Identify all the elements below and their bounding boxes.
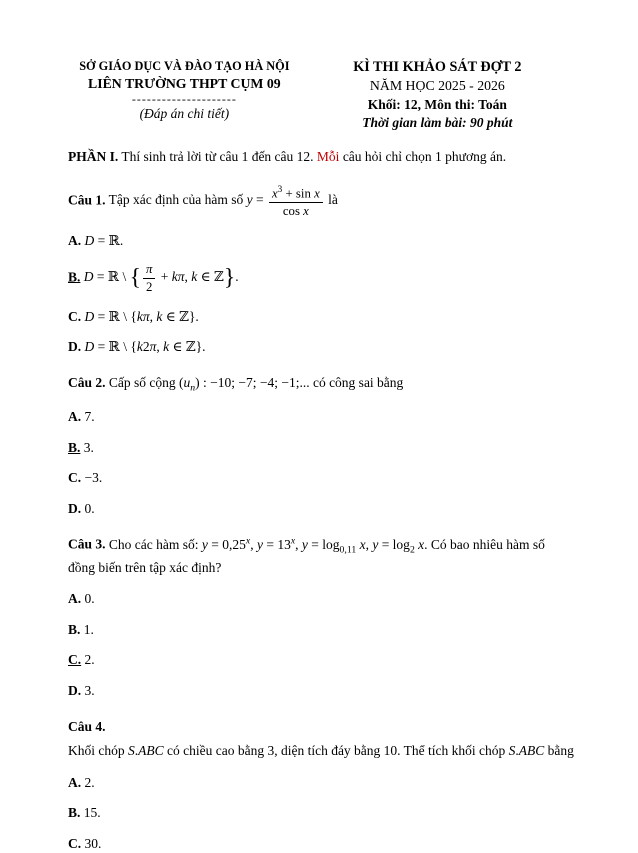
option-label: D. — [68, 339, 82, 355]
option-label: C. — [68, 308, 82, 324]
question-4-number: Câu 4. — [68, 718, 106, 734]
question-1-stem: Tập xác định của hàm số y = $\frac{x^3 + \sin x}{\text{cos x}}$ là — [108, 183, 338, 218]
question-1-option-d — [68, 337, 574, 357]
option-label: B. — [68, 805, 81, 821]
question-4-number-line — [68, 717, 574, 737]
part1-highlight-word: Mỗi — [316, 149, 340, 165]
question-4-stem: Khối chóp S.ABC có chiều cao bằng 3, diện tích đáy bằng 10. Thể tích khối chóp S.ABC bằng — [68, 742, 574, 758]
question-2-option-c — [68, 468, 574, 488]
header-right-column — [301, 58, 574, 132]
school-cluster: LIÊN TRƯỜNG THPT CỤM 09 — [88, 75, 281, 91]
question-2-number: Câu 2. — [68, 374, 106, 390]
question-4-option-c — [68, 834, 574, 853]
question-1-number: Câu 1. — [68, 192, 106, 208]
part1-instructions-after: câu hỏi chỉ chọn 1 phương án. — [339, 149, 507, 165]
question-1 — [68, 183, 574, 357]
option-text: 2. — [84, 774, 95, 790]
option-label: C. — [68, 652, 82, 668]
option-text: 0. — [84, 591, 95, 607]
exam-duration: Thời gian làm bài: 90 phút — [362, 115, 513, 131]
question-3-stem: Cho các hàm số: $y = 0,25^x$, $y = 13^x$, $y = \log_{0,11} x$, $y = \log_2 x$. Có bao nhiêu hàm số đồng biến trên tập xác định? — [68, 535, 545, 576]
option-text: D = ℝ \ {kπ, k ∈ ℤ}. — [84, 308, 199, 324]
option-label: D. — [68, 500, 82, 516]
question-3-option-a — [68, 589, 574, 609]
part1-heading — [68, 147, 574, 167]
option-text: 15. — [83, 805, 101, 821]
option-label: A. — [68, 409, 82, 425]
option-text: 3. — [83, 439, 94, 455]
question-2-option-a — [68, 407, 574, 427]
header-left-column — [68, 58, 301, 132]
answer-key-note: (Đáp án chi tiết) — [139, 106, 230, 122]
option-label: A. — [68, 232, 82, 248]
option-label: D. — [68, 682, 82, 698]
school-year: NĂM HỌC 2025 - 2026 — [369, 78, 505, 94]
question-2-stem-line — [68, 373, 574, 396]
option-text: −3. — [84, 470, 103, 486]
option-text: 30. — [84, 835, 102, 851]
grade-subject: Khối: 12, Môn thi: Toán — [367, 96, 507, 112]
option-label: C. — [68, 470, 82, 486]
question-1-stem-line — [68, 183, 574, 220]
option-text: 7. — [84, 409, 95, 425]
department-name: SỞ GIÁO DỤC VÀ ĐÀO TẠO HÀ NỘI — [79, 59, 290, 73]
option-text: 0. — [84, 500, 95, 516]
question-4 — [68, 717, 574, 853]
option-text: D = ℝ \ { $\frac{\pi}{2}$ + kπ, k ∈ ℤ}. — [83, 262, 239, 294]
option-text: D = ℝ \ {k2π, k ∈ ℤ}. — [84, 339, 206, 355]
question-1-option-b — [68, 261, 574, 296]
question-2-stem: Cấp số cộng $(u_n)$ : −10; −7; −4; −1;... có công sai bằng — [108, 374, 404, 394]
question-3-option-c — [68, 650, 574, 670]
option-text: 1. — [83, 621, 94, 637]
option-label: A. — [68, 774, 82, 790]
option-text: D = ℝ. — [84, 232, 124, 248]
question-1-option-c — [68, 307, 574, 327]
part1-label: PHẦN I. — [68, 149, 119, 165]
question-3-option-b — [68, 620, 574, 640]
question-3-stem-line — [68, 534, 574, 578]
option-text: 2. — [84, 652, 95, 668]
question-2 — [68, 373, 574, 519]
question-1-option-a — [68, 231, 574, 251]
option-label: A. — [68, 591, 82, 607]
option-label: C. — [68, 835, 82, 851]
question-2-option-d — [68, 499, 574, 519]
exam-header — [68, 58, 574, 132]
question-3 — [68, 534, 574, 700]
option-label: B. — [68, 621, 81, 637]
part1-instructions-before: Thí sinh trả lời từ câu 1 đến câu 12. — [118, 149, 317, 165]
question-2-option-b — [68, 438, 574, 458]
divider-dashes: --------------------- — [131, 92, 237, 107]
question-3-option-d — [68, 681, 574, 701]
option-text: 3. — [84, 682, 95, 698]
question-3-number: Câu 3. — [68, 536, 106, 552]
question-4-option-b — [68, 803, 574, 823]
option-label: B. — [68, 439, 81, 455]
question-4-option-a — [68, 773, 574, 793]
exam-title: KÌ THI KHẢO SÁT ĐỢT 2 — [353, 59, 522, 75]
option-label: B. — [68, 269, 81, 285]
